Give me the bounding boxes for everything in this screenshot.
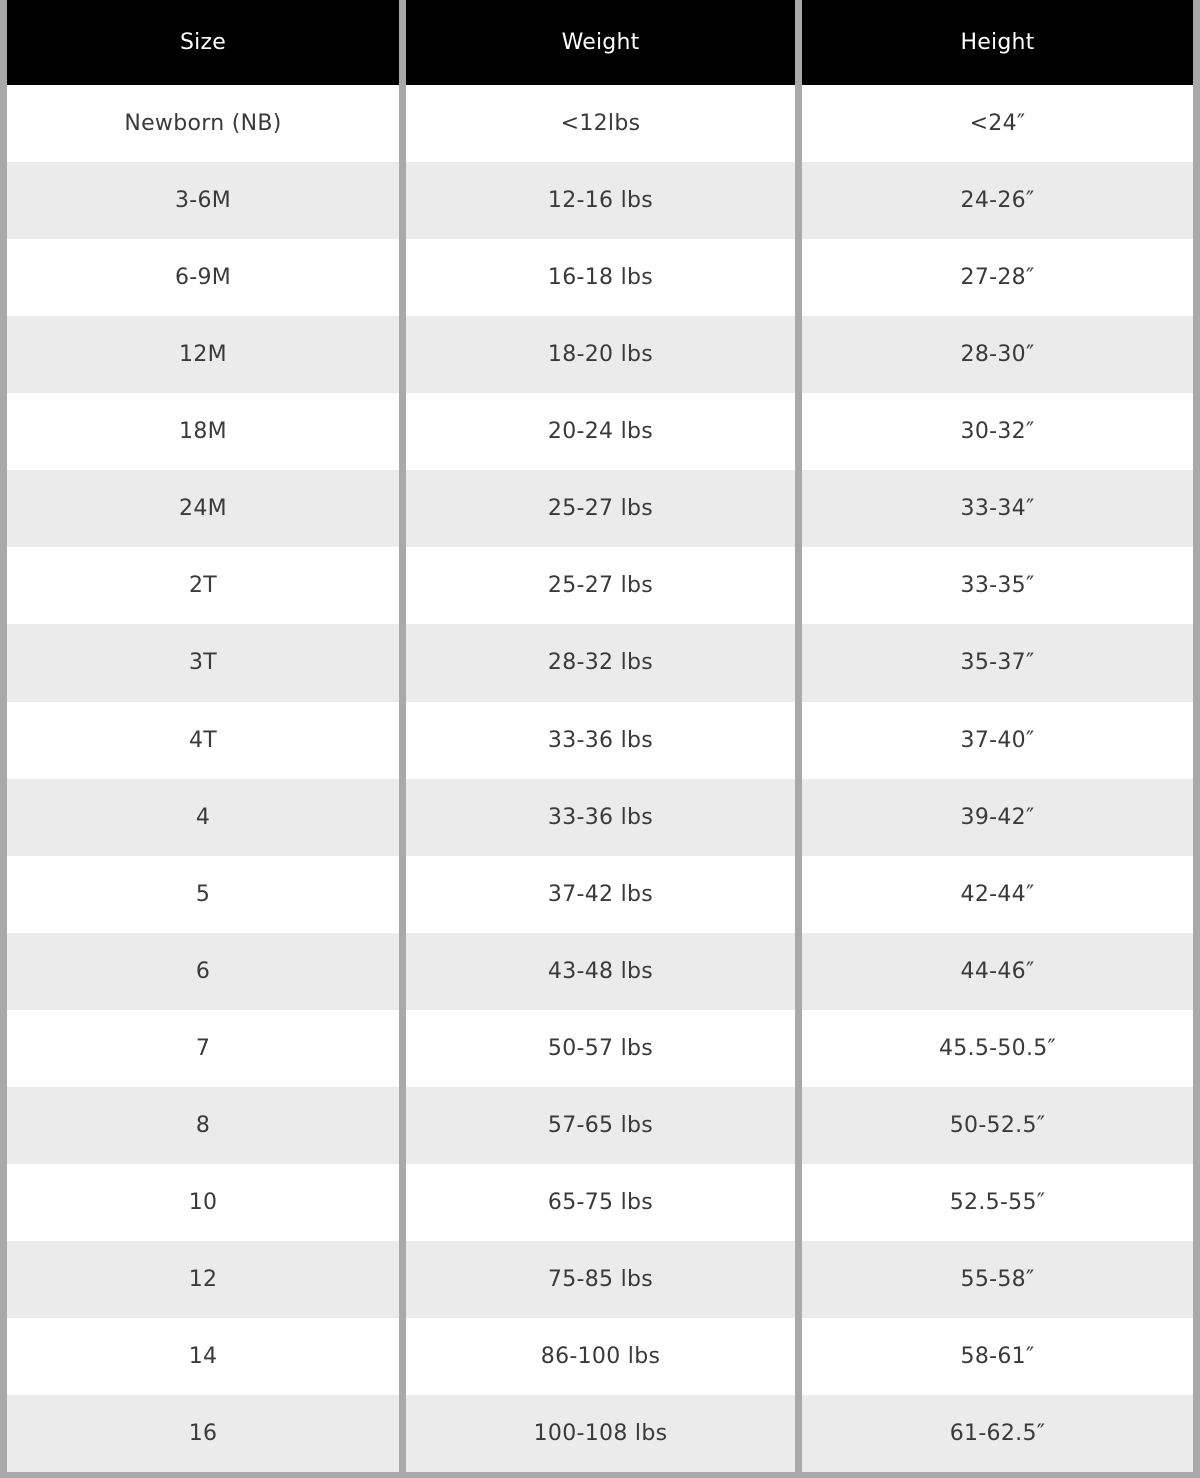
weight-cell: 16-18 lbs <box>406 239 795 316</box>
weight-cell: 86-100 lbs <box>406 1318 795 1395</box>
size-cell: 16 <box>7 1395 399 1472</box>
size-cell: 14 <box>7 1318 399 1395</box>
size-cell: 4 <box>7 779 399 856</box>
size-cell: 2T <box>7 547 399 624</box>
size-cell: 8 <box>7 1087 399 1164</box>
size-cell: 6 <box>7 933 399 1010</box>
size-cell: 24M <box>7 470 399 547</box>
size-cell: Newborn (NB) <box>7 85 399 162</box>
size-cell: 3T <box>7 624 399 701</box>
height-cell: 27-28″ <box>802 239 1193 316</box>
weight-cell: 33-36 lbs <box>406 702 795 779</box>
height-cell: 24-26″ <box>802 162 1193 239</box>
weight-cell: 75-85 lbs <box>406 1241 795 1318</box>
weight-cell: 20-24 lbs <box>406 393 795 470</box>
weight-cell: 50-57 lbs <box>406 1010 795 1087</box>
height-cell: 33-35″ <box>802 547 1193 624</box>
height-cell: 52.5-55″ <box>802 1164 1193 1241</box>
height-cell: 39-42″ <box>802 779 1193 856</box>
size-cell: 3-6M <box>7 162 399 239</box>
height-cell: 35-37″ <box>802 624 1193 701</box>
height-cell: 55-58″ <box>802 1241 1193 1318</box>
weight-cell: 25-27 lbs <box>406 547 795 624</box>
height-cell: 45.5-50.5″ <box>802 1010 1193 1087</box>
weight-cell: 65-75 lbs <box>406 1164 795 1241</box>
height-cell: 37-40″ <box>802 702 1193 779</box>
weight-cell: 18-20 lbs <box>406 316 795 393</box>
height-cell: 42-44″ <box>802 856 1193 933</box>
height-column <box>802 0 1193 1472</box>
weight-cell: 28-32 lbs <box>406 624 795 701</box>
size-cells <box>7 85 399 1472</box>
weight-cells <box>406 85 795 1472</box>
height-cell: 61-62.5″ <box>802 1395 1193 1472</box>
weight-header: Weight <box>406 0 795 85</box>
weight-cell: 100-108 lbs <box>406 1395 795 1472</box>
height-cell: 58-61″ <box>802 1318 1193 1395</box>
weight-cell: 37-42 lbs <box>406 856 795 933</box>
size-column <box>7 0 399 1472</box>
size-cell: 10 <box>7 1164 399 1241</box>
weight-cell: 12-16 lbs <box>406 162 795 239</box>
height-header: Height <box>802 0 1193 85</box>
size-cell: 12 <box>7 1241 399 1318</box>
height-cell: 50-52.5″ <box>802 1087 1193 1164</box>
weight-cell: 25-27 lbs <box>406 470 795 547</box>
height-cell: 33-34″ <box>802 470 1193 547</box>
size-cell: 5 <box>7 856 399 933</box>
height-cell: 28-30″ <box>802 316 1193 393</box>
size-cell: 4T <box>7 702 399 779</box>
height-cell: <24″ <box>802 85 1193 162</box>
size-cell: 6-9M <box>7 239 399 316</box>
size-header: Size <box>7 0 399 85</box>
weight-cell: 33-36 lbs <box>406 779 795 856</box>
height-cells <box>802 85 1193 1472</box>
height-cell: 30-32″ <box>802 393 1193 470</box>
weight-cell: 43-48 lbs <box>406 933 795 1010</box>
weight-cell: <12lbs <box>406 85 795 162</box>
height-cell: 44-46″ <box>802 933 1193 1010</box>
weight-column <box>406 0 795 1472</box>
size-cell: 18M <box>7 393 399 470</box>
weight-cell: 57-65 lbs <box>406 1087 795 1164</box>
size-cell: 7 <box>7 1010 399 1087</box>
size-cell: 12M <box>7 316 399 393</box>
